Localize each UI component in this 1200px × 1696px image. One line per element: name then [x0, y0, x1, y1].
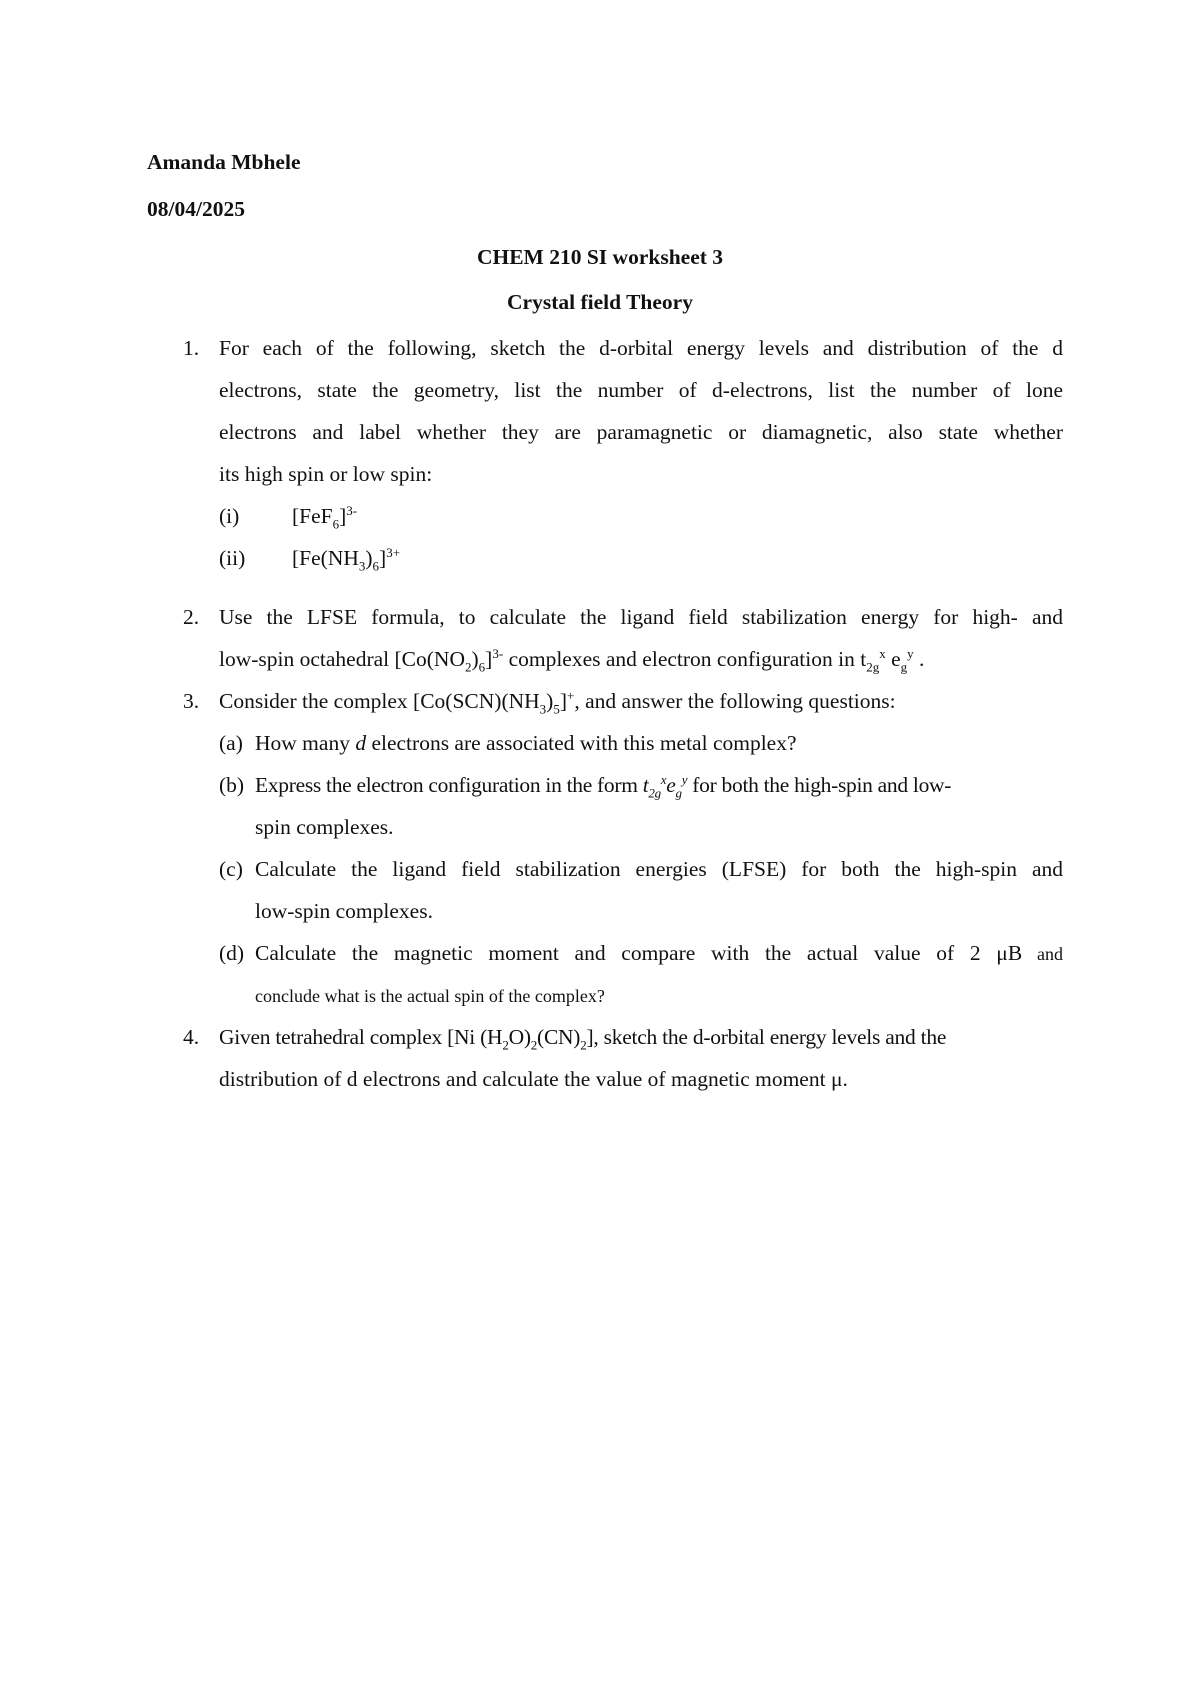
question-3-d-line-1: Calculate the magnetic moment and compare with the actual value of 2 μB and [255, 941, 1063, 965]
question-4-number: 4. [183, 1025, 200, 1049]
question-3-c-line-1: Calculate the ligand field stabilization energies (LFSE) for both the high-spin and [255, 857, 1063, 881]
question-1-line-4: its high spin or low spin: [219, 462, 433, 486]
question-1-line-3: electrons and label whether they are paramagnetic or diamagnetic, also state whether [219, 420, 1063, 444]
question-1-part-i-formula: $[FeF_6]^{3-}$ [292, 502, 358, 532]
question-3-intro: Consider the complex $[Co(SCN)(NH_3)_5]^+$, and answer the following questions: [219, 687, 896, 717]
question-3-b-line-2: spin complexes. [255, 815, 394, 839]
question-3-a-text: How many d electrons are associated with this metal complex? [255, 731, 797, 755]
question-3-number: 3. [183, 689, 200, 713]
question-2-line-2: low-spin octahedral $[Co(NO_2)_6]^{3-}$ complexes and electron configuration in $t_{2g}^x$ $e_g^y$ . [219, 645, 925, 675]
topic-title: Crystal field Theory [507, 290, 693, 314]
question-1-line-1: For each of the following, sketch the d-orbital energy levels and distribution of the d [219, 336, 1063, 360]
question-2-number: 2. [183, 605, 200, 629]
question-3-a-label: (a) [219, 731, 243, 755]
question-1-part-ii-label: (ii) [219, 546, 246, 570]
question-3-b-line-1: Express the electron configuration in the form $t_{2g}^xe_g^y$ for both the high-spin and low- [255, 771, 952, 801]
question-3-c-label: (c) [219, 857, 243, 881]
author-name: Amanda Mbhele [147, 150, 301, 174]
course-title: CHEM 210 SI worksheet 3 [476, 245, 724, 269]
question-4-line-2: distribution of d electrons and calculate the value of magnetic moment μ. [219, 1067, 848, 1091]
question-3-d-label: (d) [219, 941, 245, 965]
date: 08/04/2025 [147, 197, 245, 221]
question-1-number: 1. [183, 336, 200, 360]
question-4-line-1: Given tetrahedral complex [Ni $(H_2O)_2(CN)_2$], sketch the d-orbital energy levels and the [219, 1025, 947, 1053]
question-1-part-ii-formula: $[Fe(NH_3)_6]^{3+}$ [292, 544, 401, 574]
question-1-line-2: electrons, state the geometry, list the number of d-electrons, list the number of lone [219, 378, 1063, 402]
question-3-d-line-2: conclude what is the actual spin of the complex? [255, 986, 605, 1006]
question-3-b-label: (b) [219, 773, 245, 797]
question-2-line-1: Use the LFSE formula, to calculate the ligand field stabilization energy for high- and [219, 605, 1063, 629]
question-1-part-i-label: (i) [219, 504, 240, 528]
question-3-c-line-2: low-spin complexes. [255, 899, 433, 923]
